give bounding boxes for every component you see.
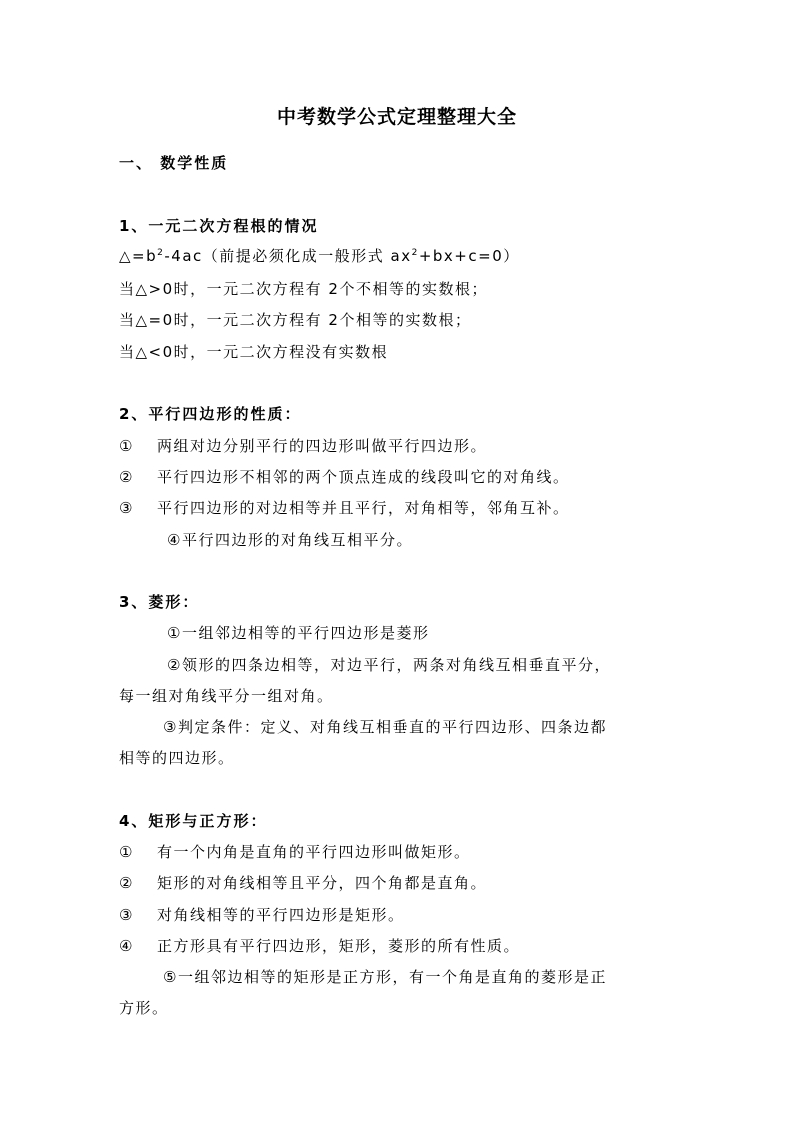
item-text: 平行四边形不相邻的两个顶点连成的线段叫它的对角线。 (157, 468, 570, 486)
topic-3-line: ②领形的四条边相等，对边平行，两条对角线互相垂直平分， (167, 656, 611, 674)
formula-superscript: 2 (157, 248, 165, 258)
topic-1-line: 当△>0时，一元二次方程有 2个不相等的实数根； (119, 280, 488, 298)
topic-1-heading: 1、一元二次方程根的情况 (119, 217, 319, 235)
formula-part: +bx+c=0） (418, 247, 520, 265)
topic-4-line: 方形。 (119, 999, 169, 1017)
topic-2-heading: 2、平行四边形的性质： (119, 405, 302, 423)
topic-1-line: 当△<0时，一元二次方程没有实数根 (119, 343, 389, 361)
list-item (119, 497, 570, 519)
item-marker: ③ (119, 499, 133, 517)
item-marker: ④ (119, 937, 133, 955)
topic-4-heading: 4、矩形与正方形： (119, 812, 268, 830)
item-text: 对角线相等的平行四边形是矩形。 (157, 906, 405, 924)
item-text: 两组对边分别平行的四边形叫做平行四边形。 (157, 437, 488, 455)
item-marker: ② (119, 468, 133, 486)
formula-superscript: 2 (411, 248, 419, 258)
item-marker: ① (119, 437, 133, 455)
list-item: ④平行四边形的对角线互相平分。 (167, 531, 413, 549)
item-text: 矩形的对角线相等且平分，四个角都是直角。 (157, 874, 488, 892)
topic-3-line: ①一组邻边相等的平行四边形是菱形 (167, 624, 430, 642)
list-item (119, 841, 471, 863)
discriminant-formula (119, 245, 520, 267)
list-item (119, 904, 405, 926)
list-item (119, 872, 487, 894)
topic-3-line: 相等的四边形。 (119, 749, 235, 767)
item-text: 有一个内角是直角的平行四边形叫做矩形。 (157, 843, 471, 861)
item-text: 正方形具有平行四边形，矩形，菱形的所有性质。 (157, 937, 521, 955)
list-item (119, 435, 487, 457)
topic-3-heading: 3、菱形： (119, 593, 200, 611)
topic-3-line: ③判定条件：定义、对角线互相垂直的平行四边形、四条边都 (163, 718, 607, 736)
list-item (119, 935, 520, 957)
formula-part: -4ac（前提必须化成一般形式 ax (164, 247, 412, 265)
item-text: 平行四边形的对边相等并且平行，对角相等，邻角互补。 (157, 499, 570, 517)
item-marker: ① (119, 843, 133, 861)
list-item (119, 466, 570, 488)
item-marker: ③ (119, 906, 133, 924)
item-marker: ② (119, 874, 133, 892)
formula-part: △=b (119, 247, 158, 265)
topic-4-line: ⑤一组邻边相等的矩形是正方形，有一个角是直角的菱形是正 (163, 968, 607, 986)
topic-1-line: 当△=0时，一元二次方程有 2个相等的实数根； (119, 311, 472, 329)
section-heading: 一、 数学性质 (119, 154, 229, 172)
document-title: 中考数学公式定理整理大全 (276, 106, 517, 128)
topic-3-line: 每一组对角线平分一组对角。 (119, 687, 334, 705)
